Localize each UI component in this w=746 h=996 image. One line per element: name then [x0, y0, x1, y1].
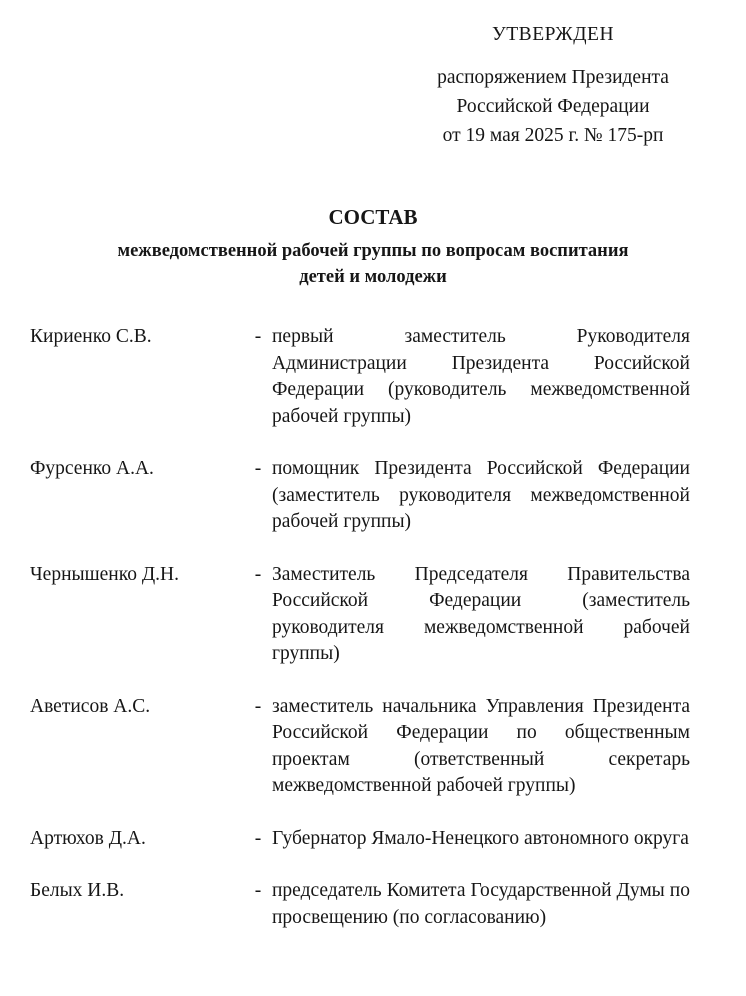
member-dash: - [254, 326, 262, 347]
member-name: Аветисов А.С. [30, 695, 151, 717]
approval-date-line: от 19 мая 2025 г. № 175-рп [442, 125, 664, 146]
member-name: Чернышенко Д.Н. [30, 563, 179, 585]
member-position: заместитель начальника Управления Президента Российской Федерации по общественным проектам (ответственный секретарь межведомственной рабочей группы) [272, 695, 690, 796]
document-subtitle [40, 238, 706, 290]
member-dash: - [254, 695, 262, 717]
member-name: Кириенко С.В. [30, 326, 152, 347]
member-row [30, 878, 690, 931]
member-row [30, 694, 690, 800]
member-position: Заместитель Председателя Правительства Российской Федерации (заместитель руководителя межведомственной рабочей группы) [272, 563, 690, 664]
approval-authority-line: Российской Федерации [456, 96, 650, 117]
approval-block [398, 20, 708, 150]
member-row [30, 826, 690, 853]
subtitle-line-1: межведомственной рабочей группы по вопросам воспитания [117, 241, 629, 261]
member-row [30, 456, 690, 536]
document-heading [40, 203, 706, 290]
member-row [30, 324, 690, 430]
subtitle-line-2: детей и молодежи [299, 267, 447, 287]
member-name: Фурсенко А.А. [30, 458, 154, 479]
approval-decree-line: распоряжением Президента [437, 67, 669, 88]
approved-stamp-label: УТВЕРЖДЕН [491, 24, 615, 45]
member-position: Губернатор Ямало-Ненецкого автономного округа [272, 827, 689, 849]
member-position: первый заместитель Руководителя Администрации Президента Российской Федерации (руководитель межведомственной рабочей группы) [272, 326, 690, 427]
member-dash: - [254, 458, 262, 479]
member-dash: - [254, 827, 262, 849]
member-dash: - [254, 563, 262, 585]
member-position: помощник Президента Российской Федерации (заместитель руководителя межведомственной рабочей группы) [272, 458, 690, 532]
document-title: СОСТАВ [328, 205, 418, 229]
member-name: Артюхов Д.А. [30, 827, 146, 849]
member-position: председатель Комитета Государственной Думы по просвещению (по согласованию) [272, 880, 690, 928]
members-list [30, 324, 690, 957]
member-row [30, 562, 690, 668]
member-name: Белых И.В. [30, 880, 125, 901]
member-dash: - [254, 880, 262, 901]
